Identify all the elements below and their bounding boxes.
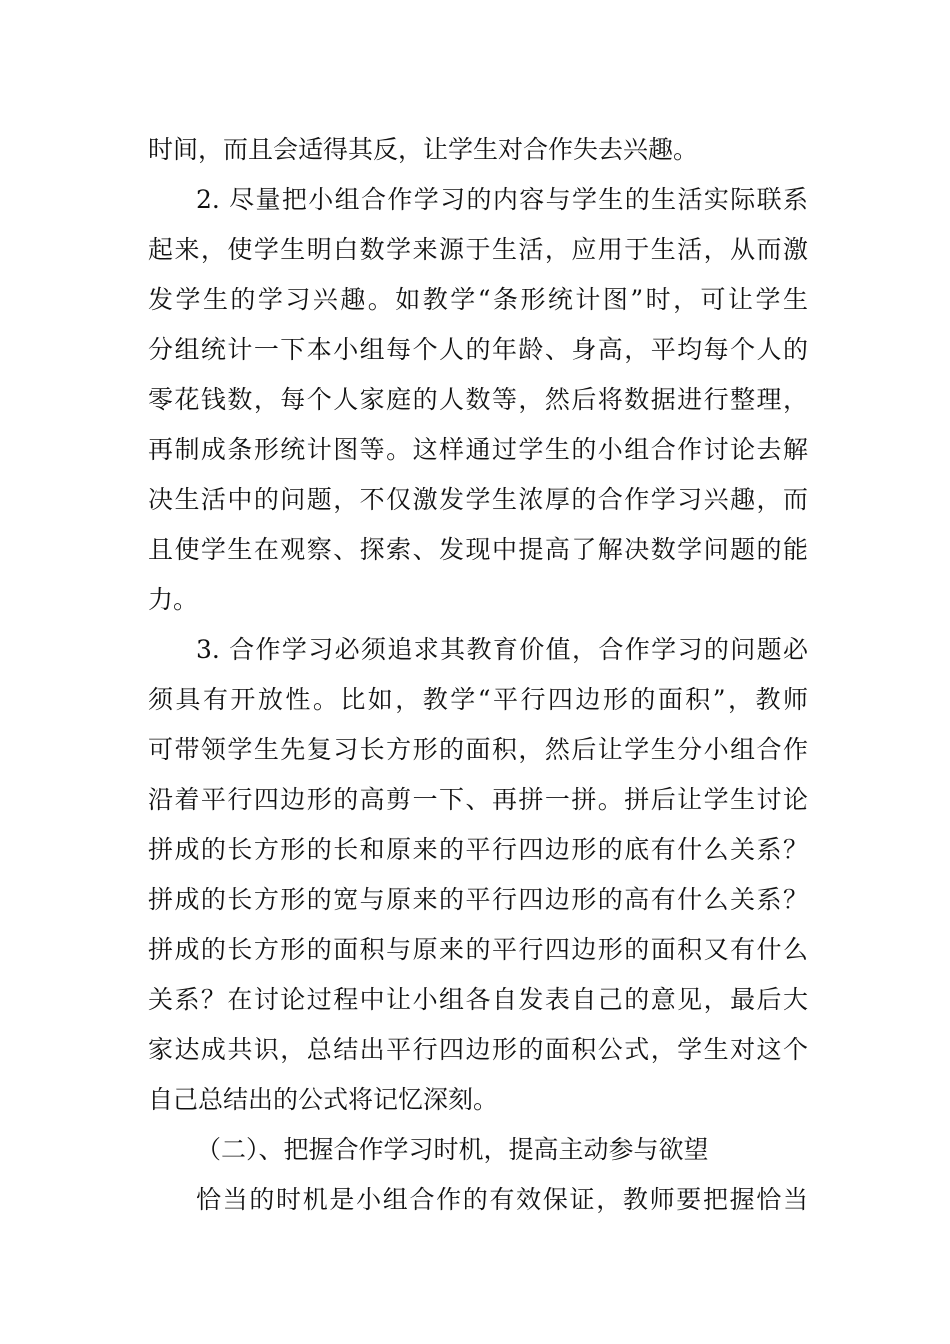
paragraph-line: 家达成共识，总结出平行四边形的面积公式，学生对这个 — [148, 1035, 808, 1064]
paragraph-line: 恰当的时机是小组合作的有效保证，教师要把握恰当 — [196, 1185, 808, 1214]
paragraph-line: 拼成的长方形的宽与原来的平行四边形的高有什么关系？ — [148, 885, 808, 914]
paragraph-line: 时间，而且会适得其反，让学生对合作失去兴趣。 — [148, 135, 699, 164]
paragraph-line: 3. 合作学习必须追求其教育价值，合作学习的问题必 — [196, 635, 808, 664]
paragraph-line: 可带领学生先复习长方形的面积，然后让学生分小组合作 — [148, 735, 808, 764]
paragraph-line: 再制成条形统计图等。这样通过学生的小组合作讨论去解 — [148, 435, 808, 464]
paragraph-line: 且使学生在观察、探索、发现中提高了解决数学问题的能 — [148, 535, 808, 564]
paragraph-line: 拼成的长方形的面积与原来的平行四边形的面积又有什么 — [148, 935, 808, 964]
paragraph-line: 分组统计一下本小组每个人的年龄、身高，平均每个人的 — [148, 335, 808, 364]
paragraph-line: 须具有开放性。比如，教学“平行四边形的面积”，教师 — [148, 685, 808, 714]
paragraph-line: 发学生的学习兴趣。如教学“条形统计图”时，可让学生 — [148, 285, 808, 314]
paragraph-line: 零花钱数，每个人家庭的人数等，然后将数据进行整理， — [148, 385, 808, 414]
paragraph-line: 关系？在讨论过程中让小组各自发表自己的意见，最后大 — [148, 985, 808, 1014]
paragraph-line: 2. 尽量把小组合作学习的内容与学生的生活实际联系 — [196, 185, 808, 214]
section-heading: （二）、把握合作学习时机，提高主动参与欲望 — [196, 1135, 709, 1164]
paragraph-line: 自己总结出的公式将记忆深刻。 — [148, 1085, 499, 1114]
paragraph-line: 沿着平行四边形的高剪一下、再拼一拼。拼后让学生讨论 — [148, 785, 808, 814]
paragraph-line: 决生活中的问题，不仅激发学生浓厚的合作学习兴趣，而 — [148, 485, 808, 514]
paragraph-line: 拼成的长方形的长和原来的平行四边形的底有什么关系？ — [148, 835, 808, 864]
paragraph-line: 力。 — [148, 585, 199, 614]
paragraph-line: 起来，使学生明白数学来源于生活，应用于生活，从而激 — [148, 235, 808, 264]
